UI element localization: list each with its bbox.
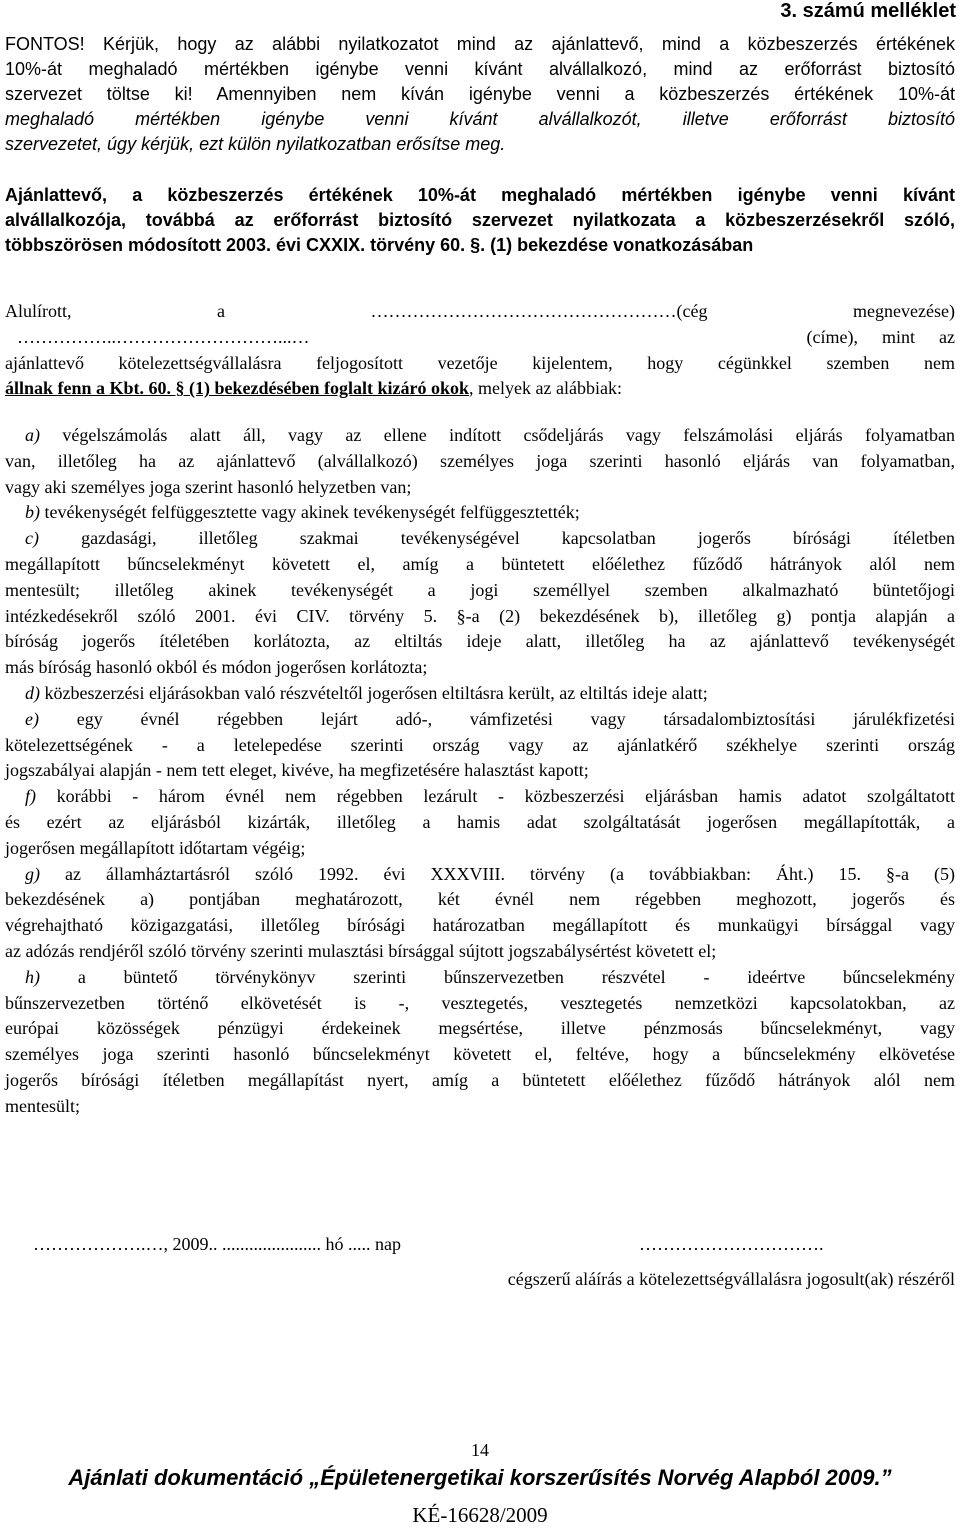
annex-label: 3. számú melléklet — [780, 0, 956, 22]
item-text: a büntető törvénykönyv szerinti bűnszervezetben részvétel - ideértve bűncselekmény — [77, 966, 956, 987]
company-name-blank: ……………………………………………(cég — [370, 301, 708, 321]
item-letter: b) — [25, 502, 40, 523]
item-text: jogerős bírósági ítéletben megállapítást nyert, amíg a büntetett előélethez fűződő hátrányok alól nem — [5, 1069, 955, 1090]
exclusion-item-line — [5, 629, 955, 655]
item-letter: h) — [25, 966, 40, 987]
date-field: ……………….…, 2009.. ...................... hó ..... nap — [33, 1234, 401, 1254]
exclusion-item-line — [5, 862, 955, 888]
exclusion-item-line — [5, 991, 955, 1017]
exclusion-item-line — [5, 965, 955, 991]
exclusion-list — [5, 423, 955, 1120]
notice-line: meghaladó mértékben igénybe venni kívánt alvállalkozót, illetve erőforrást biztosító — [5, 109, 955, 129]
item-text: megállapított bűncselekményt követett el, amíg a büntetett előélethez fűződő hátrányok alól nem — [5, 553, 955, 574]
declaration-line: ajánlattevő kötelezettségvállalásra feljogosított vezetője kijelentem, hogy cégünkkel szemben nem — [5, 352, 955, 373]
exclusion-item-line — [5, 939, 955, 965]
exclusion-item — [5, 500, 955, 526]
exclusion-item-line — [5, 449, 955, 475]
item-letter: d) — [25, 682, 40, 703]
title-line: alvállalkozója, továbbá az erőforrást biztosító szervezet nyilatkozata a közbeszerzésekről szóló, — [5, 210, 955, 230]
item-text: mentesült; illetőleg akinek tevékenységét a jogi személlyel szemben alkalmazható büntetőjogi — [5, 579, 955, 600]
item-text: bűnszervezetben történő elkövetését is -, vesztegetés, vesztegetés nemzetközi kapcsolatokban, az — [5, 992, 955, 1013]
item-text: intézkedésekről szóló 2001. évi CIV. törvény 5. §-a (2) bekezdésének b), illetőleg g) pontja alapján a — [5, 605, 955, 626]
exclusion-item-line — [5, 526, 955, 552]
exclusion-item — [5, 526, 955, 681]
exclusion-item-line — [5, 887, 955, 913]
item-text: gazdasági, illetőleg szakmai tevékenységével kapcsolatban jogerős bírósági ítéletben — [81, 528, 955, 549]
declaration-block — [5, 299, 955, 402]
item-text: európai közösségek pénzügyi érdekeinek megsértése, illetve pénzmosás bűncselekményt, vagy — [5, 1018, 955, 1039]
declaration-word: a — [217, 301, 226, 321]
item-text: végelszámolás alatt áll, vagy az ellene indított csődeljárás vagy felszámolási eljárás folyamatban — [62, 425, 955, 445]
item-letter: f) — [25, 786, 36, 807]
signature-caption-line — [5, 1267, 955, 1293]
exclusion-item-line — [5, 500, 955, 526]
item-letter: c) — [25, 528, 39, 549]
exclusion-item-line — [5, 733, 955, 759]
exclusion-item-line — [5, 836, 955, 862]
declaration-line — [5, 325, 955, 351]
notice-line: szervezetet, úgy kérjük, ezt külön nyilatkozatban erősítse meg. — [5, 134, 506, 154]
declaration-title — [5, 183, 955, 258]
declaration-tail: , melyek az alábbiak: — [469, 378, 622, 399]
item-text: bekezdésének a) pontjában meghatározott, két évnél nem régebben meghozott, jogerős és — [5, 889, 955, 910]
title-line: többszörösen módosított 2003. évi CXXIX. törvény 60. §. (1) bekezdése vonatkozásában — [5, 235, 754, 255]
exclusion-item — [5, 423, 955, 500]
item-letter: e) — [25, 708, 39, 729]
declaration-word: mint — [882, 326, 916, 347]
item-letter: a) — [25, 425, 40, 445]
footer-title: Ajánlati dokumentáció „Épületenergetikai korszerűsítés Norvég Alapból 2009.” — [68, 1465, 892, 1490]
declaration-line — [5, 299, 955, 325]
page-number: 14 — [471, 1440, 489, 1460]
exclusion-item-line — [5, 1042, 955, 1068]
item-letter: g) — [25, 863, 40, 884]
exclusion-item-line — [5, 681, 955, 707]
exclusion-item-line — [5, 423, 955, 449]
item-text: jogszabályai alapján - nem tett eleget, kivéve, ha megfizetésére halasztást kapott; — [5, 760, 589, 781]
title-line: Ajánlattevő, a közbeszerzés értékének 10%-át meghaladó mértékben igénybe venni kívánt — [5, 185, 955, 205]
exclusion-item-line — [5, 707, 955, 733]
exclusion-item-line — [5, 913, 955, 939]
declaration-word: az — [939, 326, 955, 347]
notice-line: szervezet töltse ki! Amennyiben nem kíván igénybe venni a közbeszerzés értékének 10%-át — [5, 84, 955, 104]
exclusion-item — [5, 681, 955, 707]
exclusion-item-line — [5, 578, 955, 604]
exclusion-item-line — [5, 784, 955, 810]
declaration-word: megnevezése) — [853, 301, 955, 321]
item-text: más bíróság hasonló okból és módon jogerősen korlátozta; — [5, 657, 428, 678]
exclusion-item-line — [5, 758, 955, 784]
item-text: van, illetőleg ha az ajánlattevő (alvállalkozó) személyes joga szerinti hasonló eljárás van folyamatban, — [5, 450, 955, 471]
exclusion-item-line — [5, 475, 955, 501]
item-text: közbeszerzési eljárásokban való részvételtől jogerősen eltiltásra került, az eltiltás ideje alatt; — [44, 682, 708, 703]
footer-code: KÉ-16628/2009 — [412, 1503, 548, 1527]
exclusion-item-line — [5, 1068, 955, 1094]
notice-line: FONTOS! Kérjük, hogy az alábbi nyilatkozatot mind az ajánlattevő, mind a közbeszerzés értékének — [5, 34, 955, 54]
exclusion-item — [5, 784, 955, 861]
date-line — [5, 1232, 955, 1258]
item-text: az államháztartásról szóló 1992. évi XXXVIII. törvény (a továbbiakban: Áht.) 15. §-a (5) — [65, 863, 956, 884]
notice-block — [5, 32, 955, 157]
item-text: az adózás rendjéről szóló törvény szerinti mulasztási bírsággal sújtott jogszabálysértést követett el; — [5, 940, 717, 961]
exclusion-item-line — [5, 552, 955, 578]
signature-block — [5, 1232, 955, 1293]
item-text: vagy aki személyes joga szerint hasonló helyzetben van; — [5, 476, 412, 497]
signature-caption: cégszerű aláírás a kötelezettségvállalásra jogosult(ak) részéről — [507, 1269, 955, 1289]
exclusion-item-line — [5, 655, 955, 681]
exclusion-item — [5, 862, 955, 965]
item-text: korábbi - három évnél nem régebben lezárult - közbeszerzési eljárásban hamis adatot szolgáltatott — [56, 786, 955, 807]
address-blank: ……………..………………………...… — [17, 326, 310, 347]
item-text: és ezért az eljárásból kizárták, illetőleg a hamis adat szolgáltatását jogerősen megállapították, a — [5, 811, 955, 832]
item-text: kötelezettségének - a letelepedése szerinti ország vagy az ajánlatkérő székhelye szerinti ország — [5, 734, 955, 755]
item-text: jogerősen megállapított időtartam végéig; — [5, 837, 306, 858]
item-text: végrehajtható közigazgatási, illetőleg bírósági határozatban megállapított és munkaügyi bírsággal vagy — [5, 915, 955, 936]
item-text: mentesült; — [5, 1095, 80, 1116]
item-text: tevékenységét felfüggesztette vagy akinek tevékenységét felfüggesztették; — [44, 502, 580, 523]
declaration-line — [5, 376, 955, 402]
exclusion-item-line — [5, 810, 955, 836]
notice-line: 10%-át meghaladó mértékben igénybe venni kívánt alvállalkozó, mind az erőforrást biztosító — [5, 59, 955, 79]
item-text: egy évnél régebben lejárt adó-, vámfizetési vagy társadalombiztosítási járulékfizetési — [76, 708, 956, 729]
exclusion-item — [5, 965, 955, 1120]
item-text: bíróság jogerős ítéletében korlátozta, az eltiltás ideje alatt, illetőleg ha az ajánlattevő tevékenységét — [5, 631, 955, 652]
exclusion-grounds: állnak fenn a Kbt. 60. § (1) bekezdésében foglalt kizáró okok — [5, 378, 470, 399]
exclusion-item-line — [5, 604, 955, 630]
declaration-word: Alulírott, — [5, 301, 72, 321]
exclusion-item-line — [5, 1094, 955, 1120]
signature-dots: …………………………. — [639, 1234, 824, 1254]
declaration-word: (címe), — [806, 326, 858, 347]
item-text: személyes joga szerinti hasonló bűncselekményt követett el, feltéve, hogy a bűncselekmény elkövetése — [5, 1044, 955, 1065]
exclusion-item-line — [5, 1016, 955, 1042]
exclusion-item — [5, 707, 955, 784]
